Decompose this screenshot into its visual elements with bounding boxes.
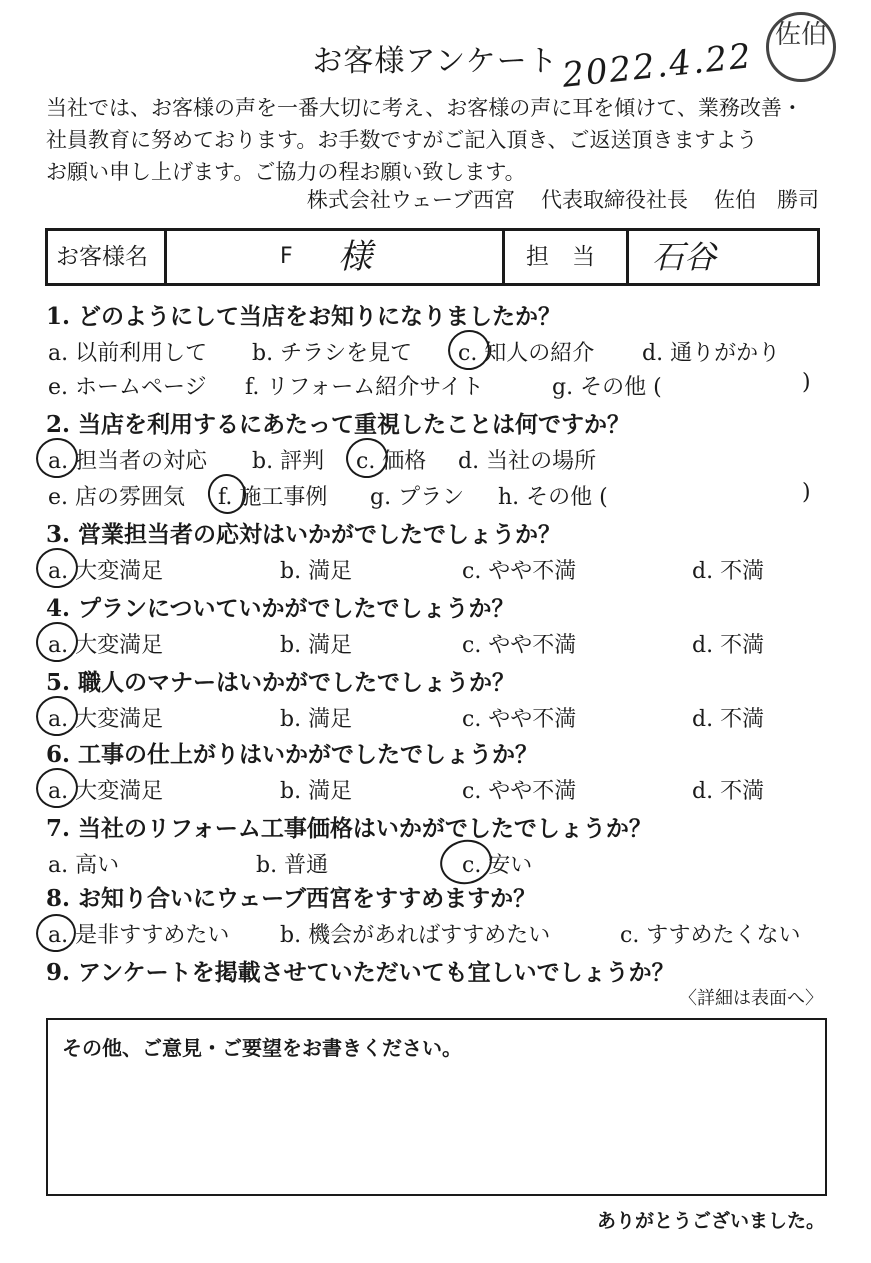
q4-option-c: c. やや不満 [462, 633, 577, 658]
q6-option-a: a. 大変満足 [48, 779, 164, 804]
q1-option-b: b. チラシを見て [252, 341, 413, 366]
company-name: 株式会社ウェーブ西宮 [306, 188, 515, 212]
q2-option-d: d. 当社の場所 [458, 449, 597, 474]
q3-option-b: b. 満足 [280, 559, 353, 584]
q7-option-a: a. 高い [48, 853, 120, 878]
q1-option-c: c. 知人の紹介 [458, 341, 595, 366]
q3-option-c: c. やや不満 [462, 559, 577, 584]
comment-label: その他、ご意見・ご要望をお書きください。 [62, 1036, 462, 1060]
q2-option-a: a. 担当者の対応 [48, 449, 208, 474]
question-7: 7. 当社のリフォーム工事価格はいかがでしたでしょうか？ [46, 815, 652, 842]
question-6: 6. 工事の仕上がりはいかがでしたでしょうか？ [46, 741, 539, 768]
question-2: 2. 当店を利用するにあたって重視したことは何ですか？ [46, 411, 631, 438]
intro-line-2: 社員教育に努めております。お手数ですがご記入頂き、ご返送頂きますよう [46, 128, 758, 152]
comment-box [46, 1018, 827, 1196]
q2-option-c: c. 価格 [356, 449, 427, 474]
q7-option-c: c. 安い [462, 853, 533, 878]
q4-option-b: b. 満足 [280, 633, 353, 658]
q8-option-b: b. 機会があればすすめたい [280, 923, 551, 948]
q1-paren-close: ) [802, 370, 811, 395]
q2-option-f: f. 施工事例 [218, 485, 328, 510]
q2-option-h: h. その他 ( [498, 485, 608, 510]
seal-stamp: 佐伯 [766, 12, 836, 82]
q3-option-a: a. 大変満足 [48, 559, 164, 584]
q2-option-b: b. 評判 [252, 449, 325, 474]
thanks-text: ありがとうございました。 [596, 1210, 825, 1232]
intro-line-1: 当社では、お客様の声を一番大切に考え、お客様の声に耳を傾けて、業務改善・ [46, 96, 803, 120]
intro-line-3: お願い申し上げます。ご協力の程お願い致します。 [46, 160, 526, 184]
q4-option-d: d. 不満 [692, 633, 765, 658]
customer-label: お客様名 [56, 244, 148, 270]
q1-option-a: a. 以前利用して [48, 341, 208, 366]
q5-option-a: a. 大変満足 [48, 707, 164, 732]
q2-option-g: g. プラン [370, 485, 465, 510]
q7-option-b: b. 普通 [256, 853, 329, 878]
staff-label: 担 当 [526, 244, 595, 270]
q1-option-g: g. その他 ( [552, 375, 662, 400]
question-8: 8. お知り合いにウェーブ西宮をすすめますか？ [46, 885, 537, 912]
customer-initial: F [280, 244, 293, 269]
question-9: 9. アンケートを掲載させていただいても宜しいでしょうか？ [46, 959, 675, 986]
q2-option-e: e. 店の雰囲気 [48, 485, 186, 510]
question-5: 5. 職人のマナーはいかがでしたでしょうか？ [46, 669, 516, 696]
q2-paren-close: ) [802, 480, 811, 505]
handwritten-date: 2022.4.22 [560, 36, 755, 96]
question-3: 3. 営業担当者の応対はいかがでしたでしょうか？ [46, 521, 562, 548]
company-signature [307, 184, 819, 214]
q8-option-c: c. すすめたくない [620, 923, 801, 948]
question-4: 4. プランについていかがでしたでしょうか？ [46, 595, 515, 622]
q5-option-d: d. 不満 [692, 707, 765, 732]
company-president: 佐伯 勝司 [714, 188, 819, 212]
q8-option-a: a. 是非すすめたい [48, 923, 230, 948]
q1-option-e: e. ホームページ [48, 375, 207, 400]
customer-info-box [45, 228, 820, 286]
detail-note: 〈詳細は表面へ〉 [679, 988, 823, 1009]
page-title: お客様アンケート [312, 44, 559, 79]
q6-option-d: d. 不満 [692, 779, 765, 804]
q3-option-d: d. 不満 [692, 559, 765, 584]
q1-option-d: d. 通りがかり [642, 341, 781, 366]
q5-option-c: c. やや不満 [462, 707, 577, 732]
q5-option-b: b. 満足 [280, 707, 353, 732]
staff-name: 石谷 [652, 238, 717, 276]
company-position: 代表取締役社長 [541, 188, 688, 212]
q4-option-a: a. 大変満足 [48, 633, 164, 658]
question-1: 1. どのようにして当店をお知りになりましたか？ [46, 303, 562, 330]
q1-option-f: f. リフォーム紹介サイト [245, 375, 484, 400]
customer-suffix: 様 [338, 237, 372, 277]
q6-option-b: b. 満足 [280, 779, 353, 804]
q6-option-c: c. やや不満 [462, 779, 577, 804]
